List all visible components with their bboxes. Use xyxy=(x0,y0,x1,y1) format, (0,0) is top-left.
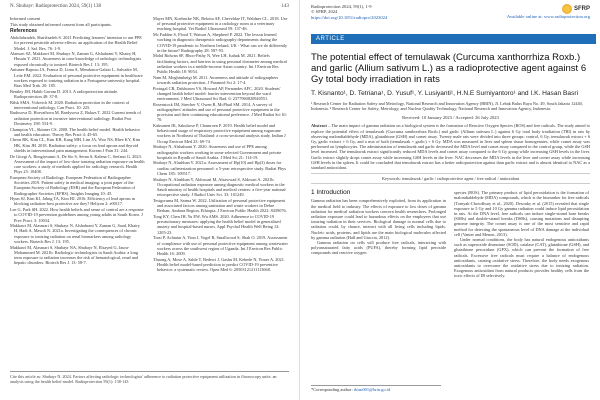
reference-entry: Thuong A, Mose A, Sahle T, Bedewi J, Gashu M, Kebede N, Yimer A. 2021. Health belief model-based prediction to predict COVID-19 preventive behavior: a systematic review. Open Med 6: 20503121211113668. xyxy=(153,256,285,273)
citation-footer: Cite this article as: Shubayr N. 2024. Factors affecting radiologic technologists' adherence to radiation protective equipment utilization in fluoroscopy units: an analysis using the health belief model. Radioprotection 59(1): 138-143 xyxy=(10,371,289,384)
left-running-title: N. Shubayr: Radioprotection 2024, 59(1) 138 xyxy=(10,4,101,9)
reference-entry: Rosenstock IM, Strecher V, Owen R, McPhail SM. 2014. A survey of radiographers' attitudes and use of personal protective equipment in the provision and their continuing educational preference. J Med Radiat Sci 61: 70. xyxy=(153,101,288,123)
left-column-1 xyxy=(10,16,145,273)
references-heading: References xyxy=(10,27,37,34)
reference-entry: Makkawi M, Alasmari S, Shubayr N, Alshahrani Y, Zaman G, Saad, Khairy H, Hadi A, Mawdi N. 2021a. Investigating the consequences of chronic exposure to ionizing radiation on renal biomarkers among radiology workers. Biotech Res J. 13: 195. xyxy=(10,223,140,244)
reference-entry: Cheon BK, Kim CL, Kim KR, Kang MH, Lim JA, Woo NS, Rhee KY, Kim HK, Kim JH. 2018. Radiation safety: a focus on lead aprons and thyroid shields in interventional pain management. Korean J Pain 31: 244. xyxy=(10,137,141,153)
journal-logo xyxy=(507,4,590,19)
intro-paragraph-2: Gamma radiation on cells will produce free radicals, interacting with polyunsaturated fatty acids (PUFA), thereby forming lipid peroxide compounds and reactive oxygen xyxy=(311,240,446,256)
intro-paragraph-3: species (ROS). The primary product of lipid peroxidation is the formation of malondialdehyde (MDA) compounds, which is the biomarker for free radicals (Tomyak-Chowdhury et al., 2020). Desouky et al. (2015) revealed that single exposure to 5 Gy and 10 Gy gamma radiation could induce lipid peroxidation in rats. At the DNA level, free radicals can induce single-strand base breaks (SSBs) and double-strand breaks (DSBs), causing mutations and disrupting genome integrity. The comet assay is one of the most sensitive and rapid method for detecting the spontaneous level of DNA damage at the individual cell (Vanier and Menon, 2013). xyxy=(454,190,589,237)
reference-entry: Mc Fadden S, Flood T, Watson A, Shepherd P. 2022. The lesson learned working in diagnostic therapeutic radiography departments during the COVID-19 pandemic in Northern Ireland, UK - What can we do differently in the future? Radiography 28: 587-93. xyxy=(153,32,288,53)
reference-entry: Antunes-Raposo JA, Franca D, Lima A, Mendonca-Galaio L, Salvador M, Leite EM. 2022. Evaluation of personal protective equipment in healthcare workers exposed to ionizing radiation in a Portuguese university hospital. Bras Med Trab. 20: 185. xyxy=(10,67,143,88)
article-title: The potential effect of temulawak (Curcuma xanthorrhiza Roxb.) and garlic (Allium sativum L.) as a radioprotective agent against 6 Gy total body irradiation in rats xyxy=(311,52,587,85)
left-column-2 xyxy=(153,16,288,273)
keywords: Keywords: temulawak / garlic / radioprotective agent / free radical / antioxidant xyxy=(311,173,590,184)
reference-entry: Tong KY, Chen JH, Yu EW, Wu AMS. 2020. Adherence to COVID-19 precautionary measures: applying the health belief model in generalised anxiety and hospital-based nurses. Appl Psychol Health Well Being 12: 1205-23. xyxy=(153,214,281,235)
journal-url[interactable]: Available online at: www.radioprotection.org xyxy=(506,14,590,19)
body-text: This study obtained informed consent from all participants. xyxy=(10,21,112,27)
right-page xyxy=(301,0,600,400)
left-page-number: 143 xyxy=(281,4,289,9)
reference-entry: Bilsk SMA, Vidovich M. 2020. Radiation protection in the context of interventional radiology. Can Pract. 10: 225. xyxy=(10,99,130,110)
body-column-2 xyxy=(454,190,589,278)
intro-paragraph-4: Under normal conditions, the body has natural endogenous antioxidants such as superoxide dismutase (SOD), catalase (CAT), glutathione (GSH), and glutathione peroxidase (GPX), which can prevent the formation of free radicals. Excessive free radicals must require a balance of endogenous antioxidants, causing oxidative stress. Therefore, the body needs exogenous antioxidants to overcome the oxidative stress due to ionizing radiation. Exogenous antioxidant from natural products provides healthy cells from the toxic effects of IR selectively. xyxy=(454,237,589,279)
reference-entry: Kaksonen IK, Sakulrose P, Chamroen P. 2019. Health belief model and behavioural usage of respiratory protective equipment among sugarcane workers in Northeast of Thailand: a cross-sectional analysis study. Indian J Occup Environ Med 23: 69-74. xyxy=(153,123,286,144)
corresponding-email[interactable]: tkisn001@brin.go.id xyxy=(353,387,391,392)
reference-entry: Shubayr N, Alshahrani Y. 2020. Awareness and use of PPE among radiographic workers working in some selected Government and private hospitals in Riyadh of Saudi Arabia. J Med Sci 21: 114-19. xyxy=(153,144,282,160)
reference-entry: Shubayr N, Alashban Y. 2021a. Assessment of Hp(10) and Hp(3) doses for cardiac catheterization personnel: a 5-year retrospective study. Radiat Phys Chem 185: 109517. xyxy=(153,160,286,176)
left-columns xyxy=(10,16,289,273)
reference-entry: Nam M, Moghimbeigi M. 2011. Awareness and attitude of radiographers towards radiation protection. J Paramed Sci 2: 17-4. xyxy=(153,74,279,85)
reference-entry: Makkawi M, Alasmari S, Shubayr NA, Shubayr N, Elsayed G, Jaura-Mohammed M. 2021b. Radiologic technologists in Saudi Arabia: a long term exposure to radiation increases the risk of hematological, renal and hepatic disorders. Biotech Res J. 13: 58-7. xyxy=(10,244,138,266)
reference-entry: Mohd Ridwan SF, Bhoo-Pathy N, Wee LH, Isahak M. 2021. Beliefs facilitating factors, and barriers in using personal dosimeter among medical radiation workers in a middle-income Asian country. Int J Environ Res Public Health 18: 9054. xyxy=(153,53,287,75)
reference-entry: De Giorgi A, Bongiovanni A, De Sio S, Serna S, Kalena C, Stefano G. 2023. Assessment of the impact of low-dose ionizing radiation exposure on health care workers: a study of methods applied for radiology research. Health Phys 25: 10408. xyxy=(10,153,145,175)
doi-link[interactable]: https://doi.org/10.1051/radiopro/2023024 xyxy=(311,14,388,20)
reference-entry: European Society of Radiology. European Federation of Radiographer Societies 2019. Patient safety in medical imaging: a joint paper of the European Society of Radiology (ESR) and the European Federation of Radiographer Societies (EFRS). Insights Imaging 10: 45. xyxy=(10,174,136,196)
reference-entry: Shubayr N, Alashban Y, Aldossari M, Alsawwad S, Aldosari A. 2021b. Occupational radiation exposure among diagnostic medical workers in the Saudi ministry of health hospitals and medical centers: a five-year national retrospective study. J Radiol Univ Sci. 33: 101249. xyxy=(153,176,286,198)
body-columns xyxy=(311,190,590,278)
journal-citation: Radioprotection 2024, 59(1), 1-9 xyxy=(311,4,372,9)
abstract-text: – The main impact of gamma radiation on a biological system is the formation of Reactive Oxygen Species (ROS) and free radicals. The study aimed to explore the potential effect of temulawak (Curcuma xanthorrhiza Roxb.) and garlic (Allium sativum L.) against 6 Gy total body irradiation (TBI) in rats by observing malondialdehyde (MDA), glutathione (GSH) and comet assay. Twenty male rats were divided into three groups: control, 6 Gy, temulawak extract + 6 Gy, garlic extract + 6 Gy, and a mix of both (temulawak + garlic) + 6 Gy. MDA was measured in liver and spleen tissue homogenates, while comet assay was performed on lymphocytes. The administration of temulawak and garlic decreased the MDA level and comet assay compared to the control group, while the GSH level increased. The temulawak extract significantly reduced MDA levels and comet assay compared to the 6 Gy group while increasing GSH levels in the liver. Garlic extract slightly drops comet assay while increasing GSH levels in the liver. NAC decreases the MDA levels in the liver and comet assay while increasing GSH levels in the spleen. It could be concluded that temulawak extract has a better radioprotection against than garlic extract and is almost identical to NAC as a standard antioxidant. xyxy=(311,123,590,171)
reference-entry: Champion VL, Skinner CS. 2008. The health belief model. Health behavior and health education: Theory Res Pract 4: 45-65. xyxy=(10,126,140,137)
corresponding-author xyxy=(311,385,441,392)
journal-info xyxy=(311,4,387,20)
corresponding-label: *Corresponding author: xyxy=(311,387,354,392)
reference-entry: Hyun SJ, Kim KJ, Jahng TA, Kim HJ. 2016. Efficiency of lead aprons in blocking radiation-how protective are they? Heliyon 2: e00117. xyxy=(10,196,136,207)
reference-entry: Tesigoruma M, Sarma W. 2022. Utilization of personal protective equipment and associated factors among sanitation and waste workers in Debre Berhan, Amhara Region, Ethiopia. J Environ Public Health 2022: 8439076. xyxy=(153,197,287,214)
reference-entry: Budosova D, Horvathova M, Bardysova Z, Balazs T. 2022 Current trends of radiation protection in invasive interventional radiology. Radiat Prot Dosimetry 198: 554-9. xyxy=(10,110,141,126)
intro-paragraph-1: Gamma radiation has been comprehensively exploited, from its application in the medical field to industry. The effects of exposure to low doses of gamma radiation for medical radiation workers concern health researchers. Prolonged radiation exposure could lead to hazardous effects on the employees that use ionizing radiation in their services. Biological damage to normal cells due to radiation could, by chance, interact with all living cells including lipids. Nucleic acids, proteins, and lipids are the main biological molecules affected by gamma radiation (Hall and Giaccia, 2012). xyxy=(311,198,446,240)
logo-text: SFRP xyxy=(573,6,590,12)
received-accepted-dates: Received: 10 January 2023 / Accepted: 26 July 2023 xyxy=(402,115,499,121)
reference-entry: Trasi P, Achtaiar A, Yinn J, Vogel R, Smallwood S, Shah O. 2019. Assessment of compliance with use of personal protective equipment among wastewater workers across the southwest region of Uganda. Int J Environ Res Public Health 16: 2009. xyxy=(153,235,288,256)
abstract xyxy=(311,123,590,170)
reference-entry: Alansari SZ, Makkawi M, Shubayr N, Zaman G, Alshahrani Y, Khairy H, Husain Y. 2021. Awareness in cone knowledge of radiologic technologists exposed chronically to ionized. Biotech Res J. 13: 195. xyxy=(10,51,142,67)
body-text: Informed consent xyxy=(10,16,41,21)
journal-copyright: © SFRP, 2024 xyxy=(311,9,338,15)
reference-entry: Portugal CB, Dahlstrom VS, Howard AP, Fernandes AFC. 2020. Students' changed health belief model: barrier intervention beyond the ward environment. J Med Ultrasound Sci Rad. 6: 2377960820940551. xyxy=(153,85,281,102)
reference-entry: Bentley JM, Habib Gavam D. 2013. A radioprotection attitude. Radioprotection 48: 37-8. xyxy=(10,88,119,99)
reference-entry: Mayer MN, Koehncke NK, Belotta AF, Cheveldae IT, Waldner CL. 2018. Use of personal protective equipment in a radiology room at a veterinary teaching hospital. Vet Radiol Ultrasound 59: 137-46. xyxy=(153,16,288,32)
article-type-bar: ARTICLE xyxy=(311,34,596,44)
author-list: T. Kisnanto¹, D. Tetriana¹, D. Yusuf¹, Y. Lusiyanti¹, H.N.E Surniyantoro¹ and I.K. Hasan Basri xyxy=(311,90,579,97)
reference-entry: Abdolahzadeh, Sharifzadeh S. 2021 Predicting learners' intention to use PPE for prevent pesticide adverse effects: an application of the Health Belief Model. J. Saf. Res. 76: 1-9. xyxy=(10,35,142,51)
body-column-1 xyxy=(311,190,446,278)
introduction-heading: 1 Introduction xyxy=(311,189,351,197)
abstract-label: Abstract xyxy=(311,123,327,129)
journal-header xyxy=(311,4,590,32)
reference-entry: Lee G, Park SH. 2022. How health beliefs and sense of control are a response to COVID-19 prevention guidelines among young adults in South Korea. J Prev Pract. 3: 10034. xyxy=(10,207,144,223)
sfrp-sun-icon xyxy=(562,4,572,14)
affiliations: ¹ Research Center for Radiation Safety and Metrology, National Research and Innovation Agency (BRIN), Jl. Lebak Bulus Raya No. 49, South Jakarta 12440, Indonesia. ² Research Center for Safety, Metrology, and Nuclear Quality Technology, National Research and Innovation Agency, Indonesia. xyxy=(311,101,583,112)
left-page-header xyxy=(10,4,289,14)
